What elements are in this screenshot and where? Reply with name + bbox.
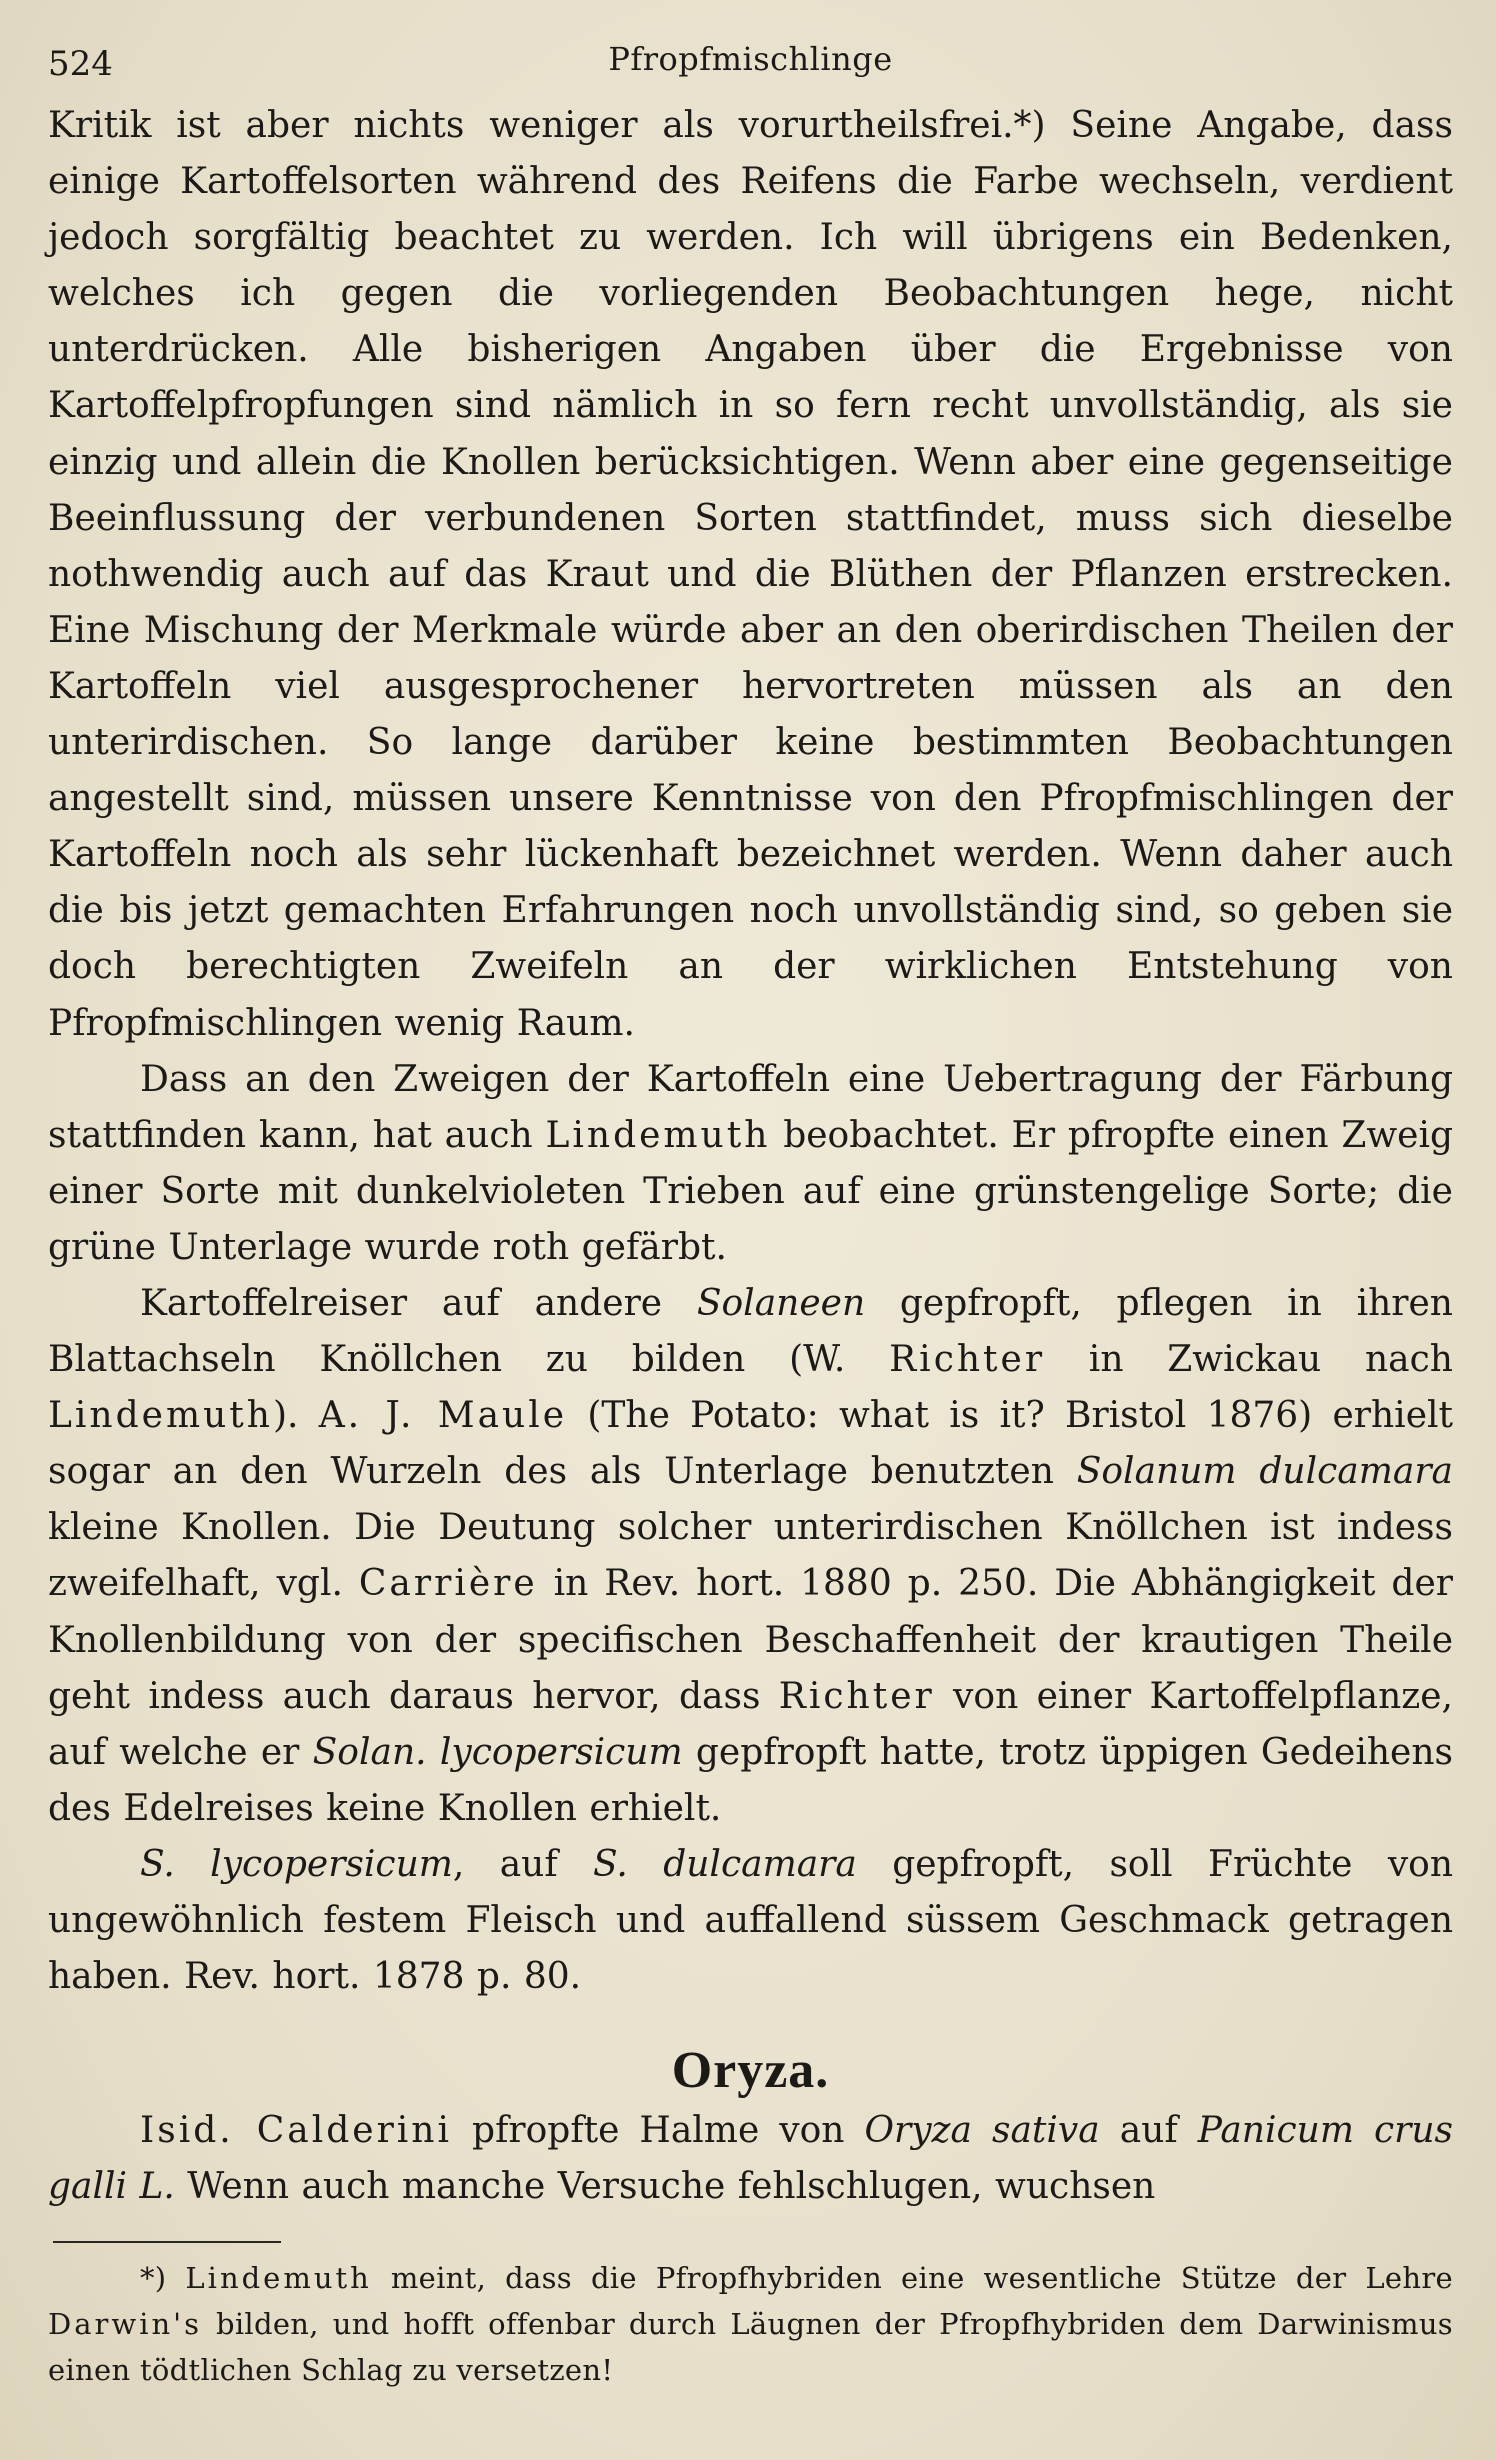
author-name: Darwin's: [48, 2307, 203, 2342]
taxon-name: Panicum crus galli L.: [48, 2110, 1454, 2208]
taxon-name: Oryza sativa: [864, 2110, 1100, 2152]
paragraph-text: in Zwickau nach: [1045, 1339, 1453, 1381]
paragraph-kartoffel-critique: [48, 98, 1453, 1052]
paragraph-text: kleine Knollen. Die Deutung solcher unterirdischen Knöllchen ist indess zweifelhaft, vgl.: [48, 1507, 1453, 1605]
paragraph-text: (The Potato: what is it? Bristol 1876) erhielt sogar an den Wurzeln des als Unterlage benutzten: [48, 1395, 1453, 1493]
paragraph-text: Dass an den Zweigen der Kartoffeln eine Uebertragung der Färbung stattfinden kann, hat auch: [48, 1058, 1453, 1156]
taxon-name: Solaneen: [696, 1282, 866, 1324]
paragraph-text: gepfropft hatte, trotz üppigen Gedeihens des Edelreises keine Knollen erhielt.: [48, 1731, 1453, 1829]
paragraph-text: , auf: [452, 1843, 594, 1885]
paragraph-solaneen-grafting: [48, 1276, 1453, 1837]
author-name: Lindemuth: [48, 1395, 273, 1437]
footnote: [48, 2255, 1453, 2393]
taxon-name: Solan. lycopersicum: [312, 1731, 683, 1773]
paragraph-text: Kritik ist aber nichts weniger als vorurtheilsfrei.*) Seine Angabe, dass einige Kartoffelsorten während des Reifens die Farbe wechseln, verdient jedoch sorgfältig beachtet zu werden. Ich will übrigens ein Bedenken, welches ich gegen die vorliegenden Beobachtungen hege, nicht unterdrücken. Alle bisherigen Angaben über die Ergebnisse von Kartoffelpfropfungen sind nämlich in so fern recht unvollständig, als sie einzig und allein die Knollen berücksichtigen. Wenn aber eine gegenseitige Beeinflussung der verbundenen Sorten stattfindet, muss sich dieselbe nothwendig auch auf das Kraut und die Blüthen der Pflanzen erstrecken. Eine Mischung der Merkmale würde aber an den oberirdischen Theilen der Kartoffeln viel ausgesprochener hervortreten müssen als an den unterirdischen. So lange darüber keine bestimmten Beobachtungen angestellt sind, müssen unsere Kenntnisse von den Pfropfmischlingen der Kartoffeln noch als sehr lückenhaft bezeichnet werden. Wenn daher auch die bis jetzt gemachten Erfahrungen noch unvollständig sind, so geben sie doch berechtigten Zweifeln an der wirklichen Entstehung von Pfropfmischlingen wenig Raum.: [48, 105, 1453, 1044]
section-heading-oryza: Oryza.: [671, 2042, 830, 2100]
paragraph-oryza-grafting: [48, 2103, 1453, 2215]
paragraph-text: gepfropft, pflegen in ihren Blattachseln Knöllchen zu bilden (W.: [48, 1282, 1453, 1381]
taxon-name: S. lycopersicum: [140, 1843, 453, 1885]
taxon-name: Solanum dulcamara: [1076, 1451, 1453, 1493]
footnote-text: bilden, und hofft offenbar durch Läugnen der Pfropfhybriden dem Darwinismus einen tödtlichen Schlag zu versetzen!: [48, 2307, 1453, 2388]
paragraph-text: Wenn auch manche Versuche fehlschlugen, wuchsen: [174, 2166, 1156, 2208]
author-name: Richter: [889, 1339, 1046, 1381]
paragraph-text: in Rev. hort. 1880 p. 250. Die Abhängigkeit der Knollenbildung von der specifischen Beschaffenheit der krautigen Theile geht indess auch daraus hervor, dass: [48, 1563, 1453, 1717]
footnote-divider: [53, 2241, 281, 2243]
author-name: Carrière: [358, 1563, 538, 1605]
paragraph-text: von einer Kartoffelpflanze, auf welche er: [48, 1675, 1453, 1773]
footnote-mark: *): [140, 2261, 186, 2296]
author-name: Lindemuth: [185, 2261, 372, 2296]
footnote-text: meint, dass die Pfropfhybriden eine wesentliche Stütze der Lehre: [371, 2261, 1453, 2296]
paragraph-text: Kartoffelreiser auf andere: [140, 1282, 697, 1324]
author-name: A. J. Maule: [318, 1395, 568, 1437]
taxon-name: S. dulcamara: [593, 1843, 857, 1885]
book-page: [48, 40, 1453, 2430]
paragraph-lycopersicum-fruit: [48, 1837, 1453, 2005]
author-name: Richter: [778, 1675, 935, 1717]
running-title: Pfropfmischlinge: [608, 40, 893, 78]
author-name: Lindemuth: [545, 1114, 771, 1156]
paragraph-text: gepfropft, soll Früchte von ungewöhnlich festem Fleisch und auffallend süssem Geschmack getragen haben. Rev. hort. 1878 p. 80.: [48, 1843, 1454, 1998]
author-name: Isid. Calderini: [140, 2110, 453, 2152]
paragraph-text: ).: [272, 1395, 319, 1437]
page-header: [48, 40, 1453, 98]
paragraph-text: beobachtet. Er pfropfte einen Zweig einer Sorte mit dunkelvioleten Trieben auf eine grünstengelige Sorte; die grüne Unterlage wurde roth gefärbt.: [48, 1114, 1454, 1268]
page-number: 524: [48, 44, 113, 84]
paragraph-lindemuth-coloring: [48, 1052, 1453, 1276]
paragraph-text: pfropfte Halme von: [452, 2110, 865, 2152]
paragraph-text: auf: [1099, 2110, 1198, 2152]
